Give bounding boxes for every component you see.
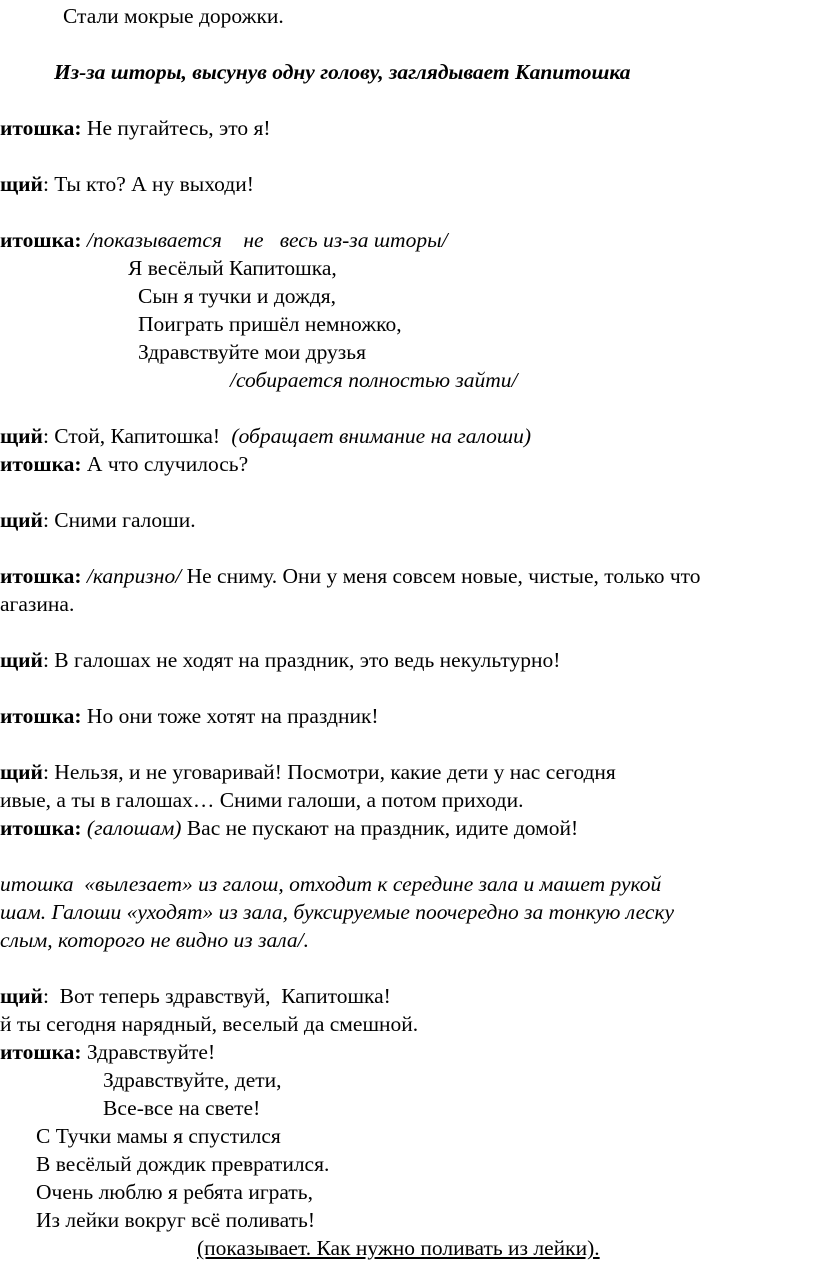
- verse-line: Здравствуйте мои друзья: [138, 340, 366, 364]
- speaker-label: итошка:: [0, 452, 82, 476]
- speech-text: Не сниму. Они у меня совсем новые, чистые, только что: [186, 564, 701, 588]
- speaker-label: итошка:: [0, 564, 82, 588]
- speaker-label: итошка:: [0, 116, 82, 140]
- stage-direction: (галошам): [86, 816, 182, 840]
- speech-text: А что случилось?: [86, 452, 249, 476]
- speaker-label: щий: [0, 424, 43, 448]
- stage-direction: /капризно/: [86, 564, 182, 588]
- text-line: ивые, а ты в галошах… Сними галоши, а потом приходи.: [0, 788, 524, 812]
- speech-text: : Нельзя, и не уговаривай! Посмотри, какие дети у нас сегодня: [42, 760, 616, 784]
- speech-text: Здравствуйте!: [86, 1040, 216, 1064]
- text-line: агазина.: [0, 592, 75, 616]
- stage-direction: (показывает. Как нужно поливать из лейки).: [197, 1236, 600, 1260]
- dialogue-line: [0, 986, 391, 1008]
- verse-line: Поиграть пришёл немножко,: [138, 312, 402, 336]
- speaker-label: итошка:: [0, 816, 82, 840]
- dialogue-line: [0, 426, 531, 448]
- dialogue-line: [0, 118, 271, 140]
- verse-line: С Тучки мамы я спустился: [36, 1124, 281, 1148]
- speaker-label: щий: [0, 648, 43, 672]
- dialogue-line: [0, 706, 379, 728]
- verse-line: Все-все на свете!: [103, 1096, 261, 1120]
- stage-direction: итошка «вылезает» из галош, отходит к середине зала и машет рукой: [0, 872, 662, 896]
- speech-text: : Вот теперь здравствуй, Капитошка!: [42, 984, 391, 1008]
- verse-line: Я весёлый Капитошка,: [128, 256, 337, 280]
- speaker-label: итошка:: [0, 1040, 82, 1064]
- stage-direction: (обращает внимание на галоши): [231, 424, 532, 448]
- text-line: Стали мокрые дорожки.: [63, 4, 284, 28]
- speaker-label: щий: [0, 984, 43, 1008]
- speech-text: : Стой, Капитошка!: [42, 424, 221, 448]
- verse-line: В весёлый дождик превратился.: [36, 1152, 330, 1176]
- stage-direction: Из-за шторы, высунув одну голову, заглядывает Капитошка: [54, 60, 631, 84]
- dialogue-line: [0, 818, 578, 840]
- verse-line: Сын я тучки и дождя,: [138, 284, 337, 308]
- verse-line: Из лейки вокруг всё поливать!: [36, 1208, 316, 1232]
- speech-text: Вас не пускают на праздник, идите домой!: [186, 816, 579, 840]
- dialogue-line: [0, 454, 248, 476]
- speech-text: : В галошах не ходят на праздник, это ведь некультурно!: [42, 648, 561, 672]
- dialogue-line: [0, 510, 196, 532]
- speaker-label: щий: [0, 172, 43, 196]
- stage-direction: слым, которого не видно из зала/.: [0, 928, 309, 952]
- text-line: й ты сегодня нарядный, веселый да смешной.: [0, 1012, 419, 1036]
- verse-line: Очень люблю я ребята играть,: [36, 1180, 313, 1204]
- speech-text: Не пугайтесь, это я!: [86, 116, 271, 140]
- dialogue-line: [0, 762, 616, 784]
- stage-direction: /собирается полностью зайти/: [230, 368, 518, 392]
- verse-line: Здравствуйте, дети,: [103, 1068, 282, 1092]
- dialogue-line: [0, 174, 254, 196]
- dialogue-line: [0, 650, 560, 672]
- stage-direction: /показывается не весь из-за шторы/: [86, 228, 448, 252]
- speech-text: : Сними галоши.: [42, 508, 196, 532]
- stage-direction: шам. Галоши «уходят» из зала, буксируемые поочередно за тонкую леску: [0, 900, 675, 924]
- speaker-label: итошка:: [0, 704, 82, 728]
- dialogue-line: [0, 230, 448, 252]
- speech-text: : Ты кто? А ну выходи!: [42, 172, 254, 196]
- speech-text: Но они тоже хотят на праздник!: [86, 704, 379, 728]
- dialogue-line: [0, 566, 701, 588]
- speaker-label: щий: [0, 508, 43, 532]
- dialogue-line: [0, 1042, 215, 1064]
- speaker-label: щий: [0, 760, 43, 784]
- speaker-label: итошка:: [0, 228, 82, 252]
